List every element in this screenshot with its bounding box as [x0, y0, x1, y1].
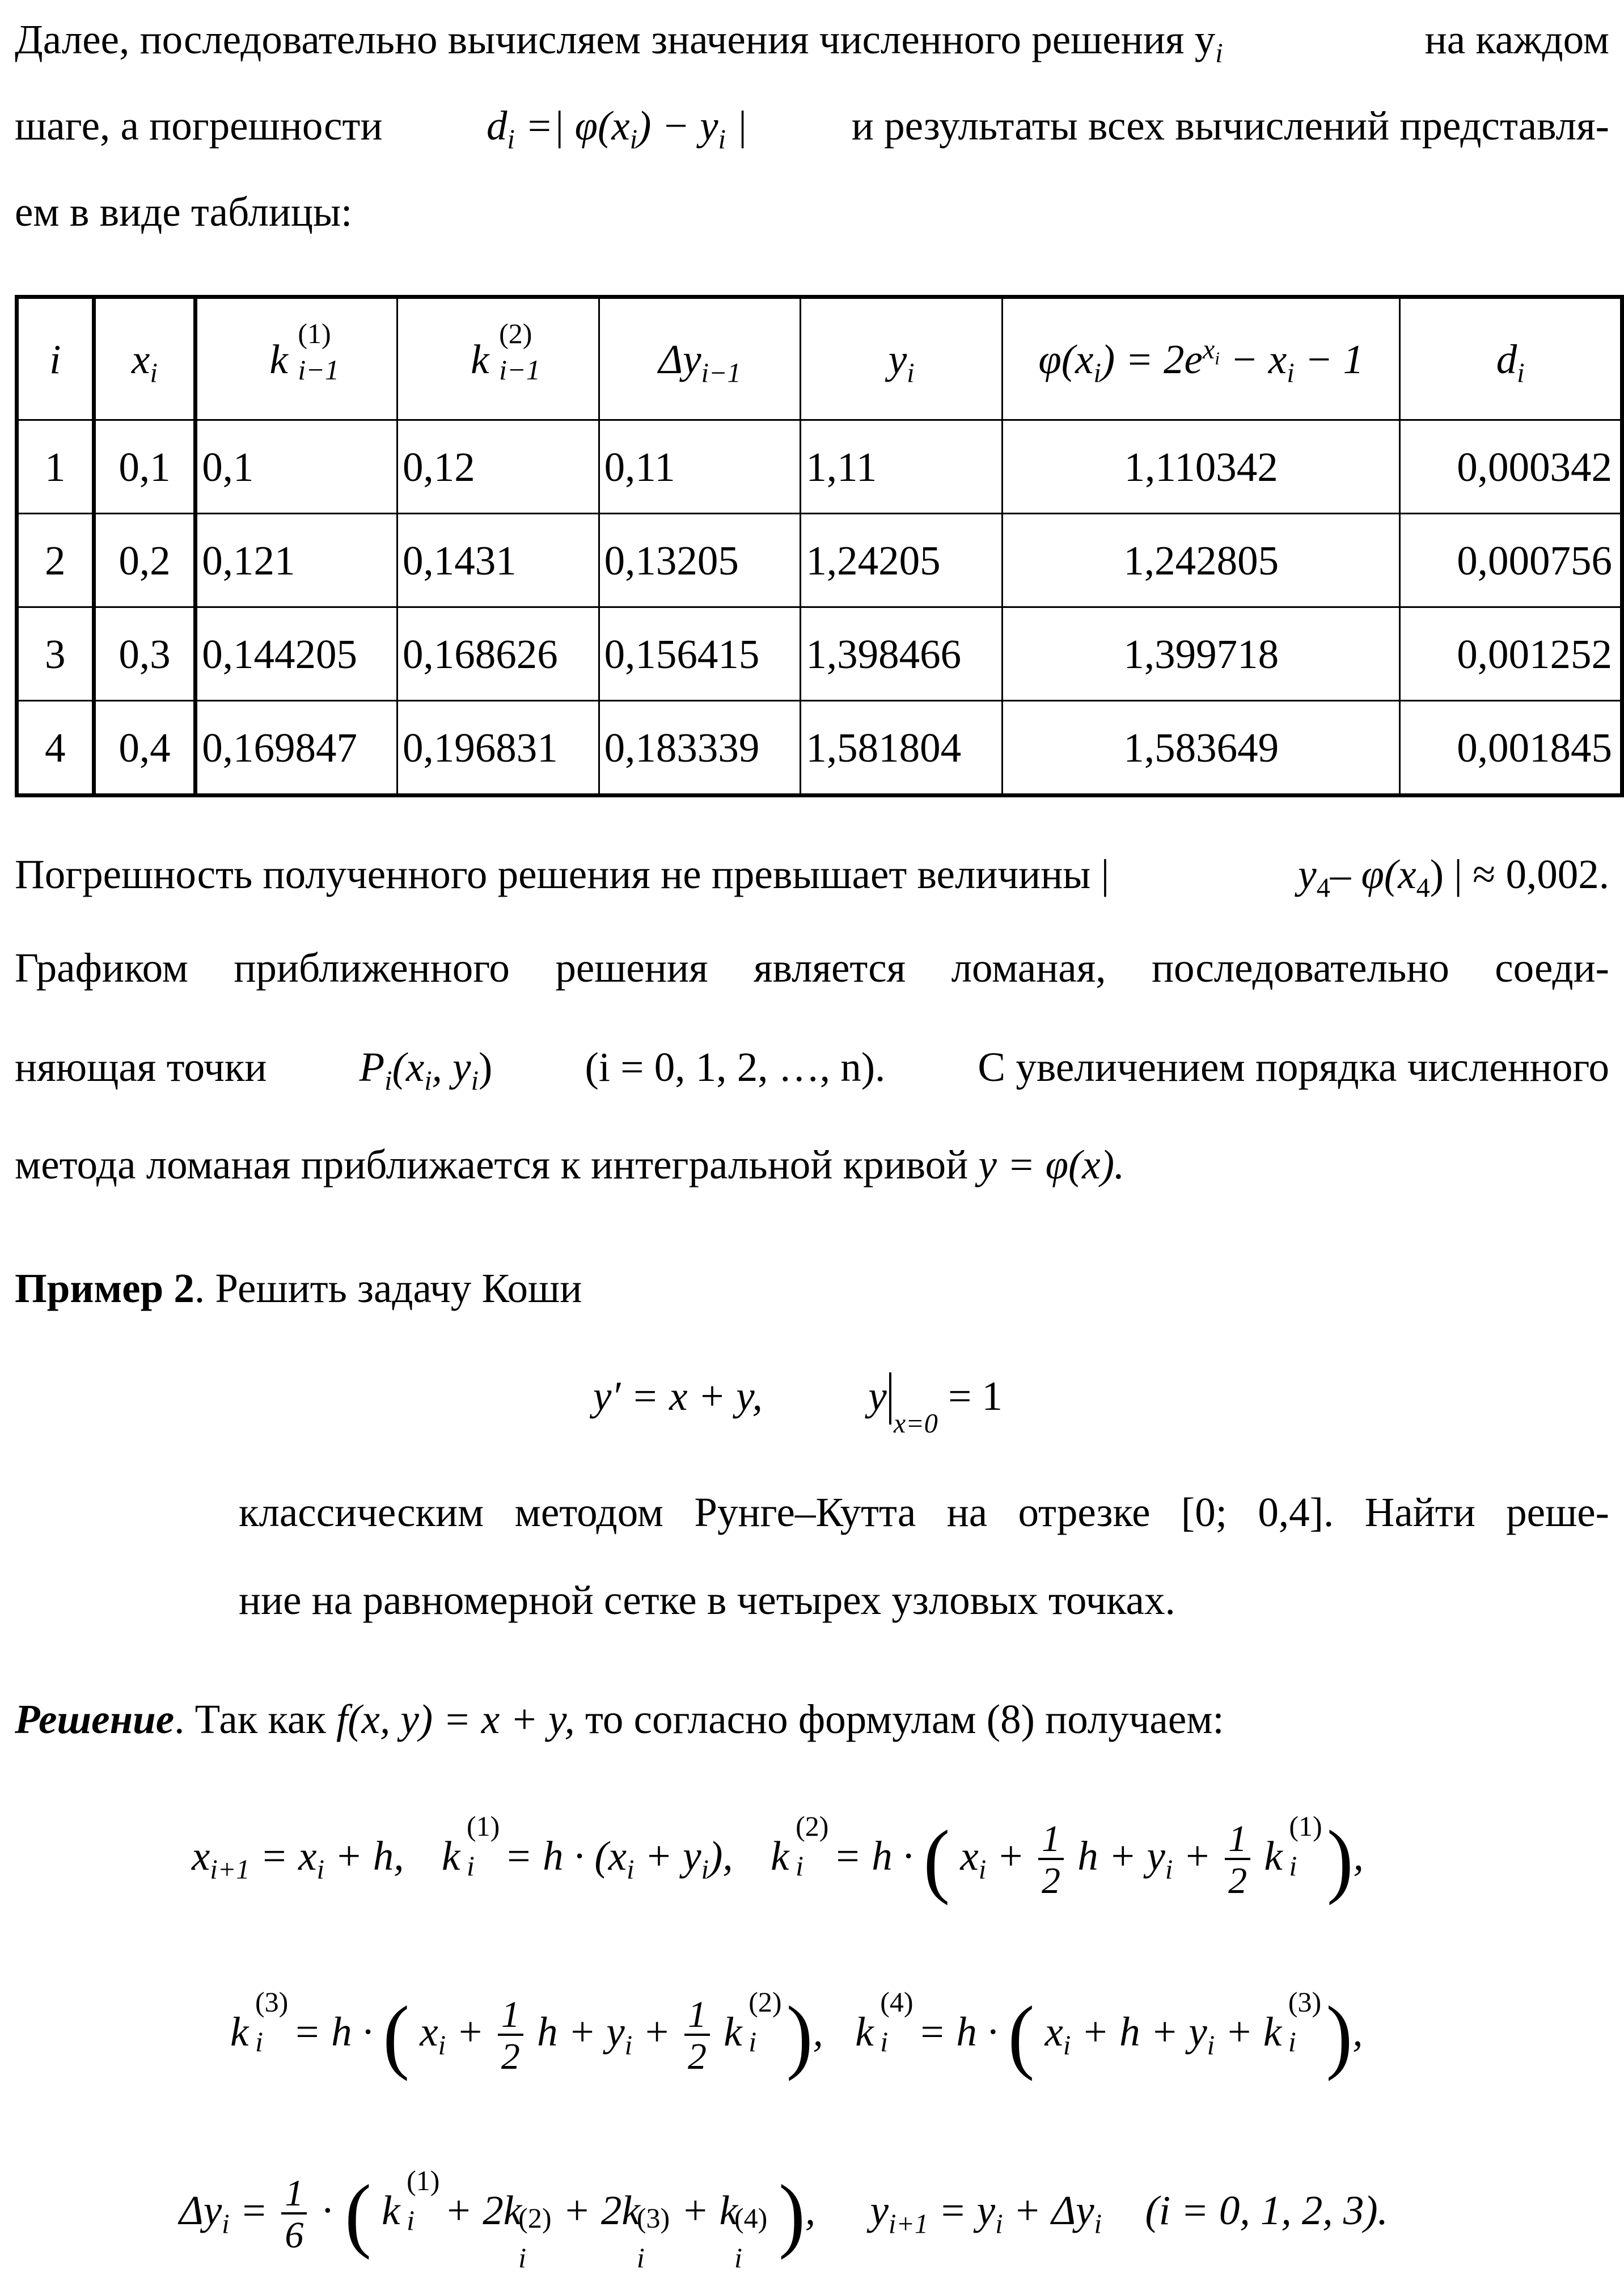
- example-equation: y′ = x + y, $y_{x=0} = 1$: [593, 1373, 1003, 1439]
- table-header-row: [17, 297, 1622, 420]
- table-row: 2 0,2 0,121 0,1431 0,13205 1,24205 1,242805 0,000756: [17, 514, 1622, 607]
- header-dy: $\Delta y_{i-1}$: [599, 297, 801, 420]
- results-table: [15, 295, 1624, 797]
- header-d: $d_i$: [1400, 297, 1622, 420]
- formula-line-3: $\Delta y_i$ = $\frac{1}{6}$ · ( k (1) i + 2k (2) i + 2k (3) i + k (4) i ), $y_{i+1} = y_i + \Delta y_i$ (i = 0, 1, 2, 3).: [179, 2164, 1388, 2273]
- intro-text-end: на каждом: [1424, 16, 1609, 62]
- intro-line-3: ем в виде таблицы:: [15, 189, 353, 235]
- header-phi: $\varphi(x_i) = 2e^{x_i} - x_i - 1$: [1003, 297, 1400, 420]
- header-k2: k (2) i−1: [397, 297, 599, 420]
- graph-line-1: Графиком приближенного решения является ломаная, последовательно соеди-: [15, 945, 1609, 991]
- error-formula: $d_i$ =| $\varphi(x_i) - y_i$ |: [486, 103, 748, 155]
- header-y: $y_i$: [801, 297, 1003, 420]
- header-k1: k (1) i−1: [196, 297, 397, 420]
- example-desc-2: ние на равномерной сетке в четырех узловых точках.: [239, 1577, 1175, 1623]
- header-x: $x_i$: [94, 297, 196, 420]
- table-row: 3 0,3 0,144205 0,168626 0,156415 1,398466 1,399718 0,001252: [17, 607, 1622, 701]
- intro-line-1: [15, 16, 1609, 69]
- example-heading: Пример 2. Решить задачу Коши: [15, 1265, 582, 1311]
- graph-line-2: няющая точки $P_i(x_i$, $y_i$) (i = 0, 1, 2, …, n). С увеличением порядка численного: [15, 1044, 1609, 1096]
- error-line: Погрешность полученного решения не превышает величины | $y_4-$ $\varphi(x_4)$ | ≈ 0,002.: [15, 851, 1609, 903]
- formula-line-2: k (3) i = h · ( $x_i$ + $\frac{1}{2}$ $h + y_i$ + $\frac{1}{2}$ k (2) i ), k (4) i = h · ( $x_i + h + y_i + k$ (3) i ),: [230, 1985, 1363, 2082]
- table-row: 1 0,1 0,1 0,12 0,11 1,11 1,110342 0,000342: [17, 420, 1622, 514]
- solution-heading: Решение. Так как f(x, y) = x + y, то согласно формулам (8) получаем:: [15, 1696, 1224, 1742]
- intro-line-2: шаге, а погрешности $d_i$ =| $\varphi(x_i) - y_i$ | и результаты всех вычислений представля-: [15, 103, 1609, 155]
- table-row: 4 0,4 0,169847 0,196831 0,183339 1,581804 1,583649 0,001845: [17, 701, 1622, 796]
- header-i: i: [17, 297, 94, 420]
- solution-label: Решение: [15, 1696, 175, 1742]
- formula-line-1: $x_{i+1} = x_i + h$, k (1) i = $h \cdot (x_i + y_i)$, k (2) i = h · ( $x_i$ + $\frac{1}{2}$ $h + y_i$ + $\frac{1}{2}$ k (1) i ),: [192, 1810, 1364, 1906]
- example-desc-1: классическим методом Рунге–Кутта на отрезке [0; 0,4]. Найти реше-: [239, 1489, 1609, 1535]
- error-value: $y_4-$ $\varphi(x_4)$ | ≈ 0,002.: [1298, 851, 1609, 903]
- example-label: Пример 2: [15, 1265, 194, 1311]
- graph-line-3: метода ломаная приближается к интегральной кривой y = φ(x).: [15, 1142, 1125, 1188]
- intro-text: Далее, последовательно вычисляем значения численного решения $y_i$: [15, 16, 1223, 69]
